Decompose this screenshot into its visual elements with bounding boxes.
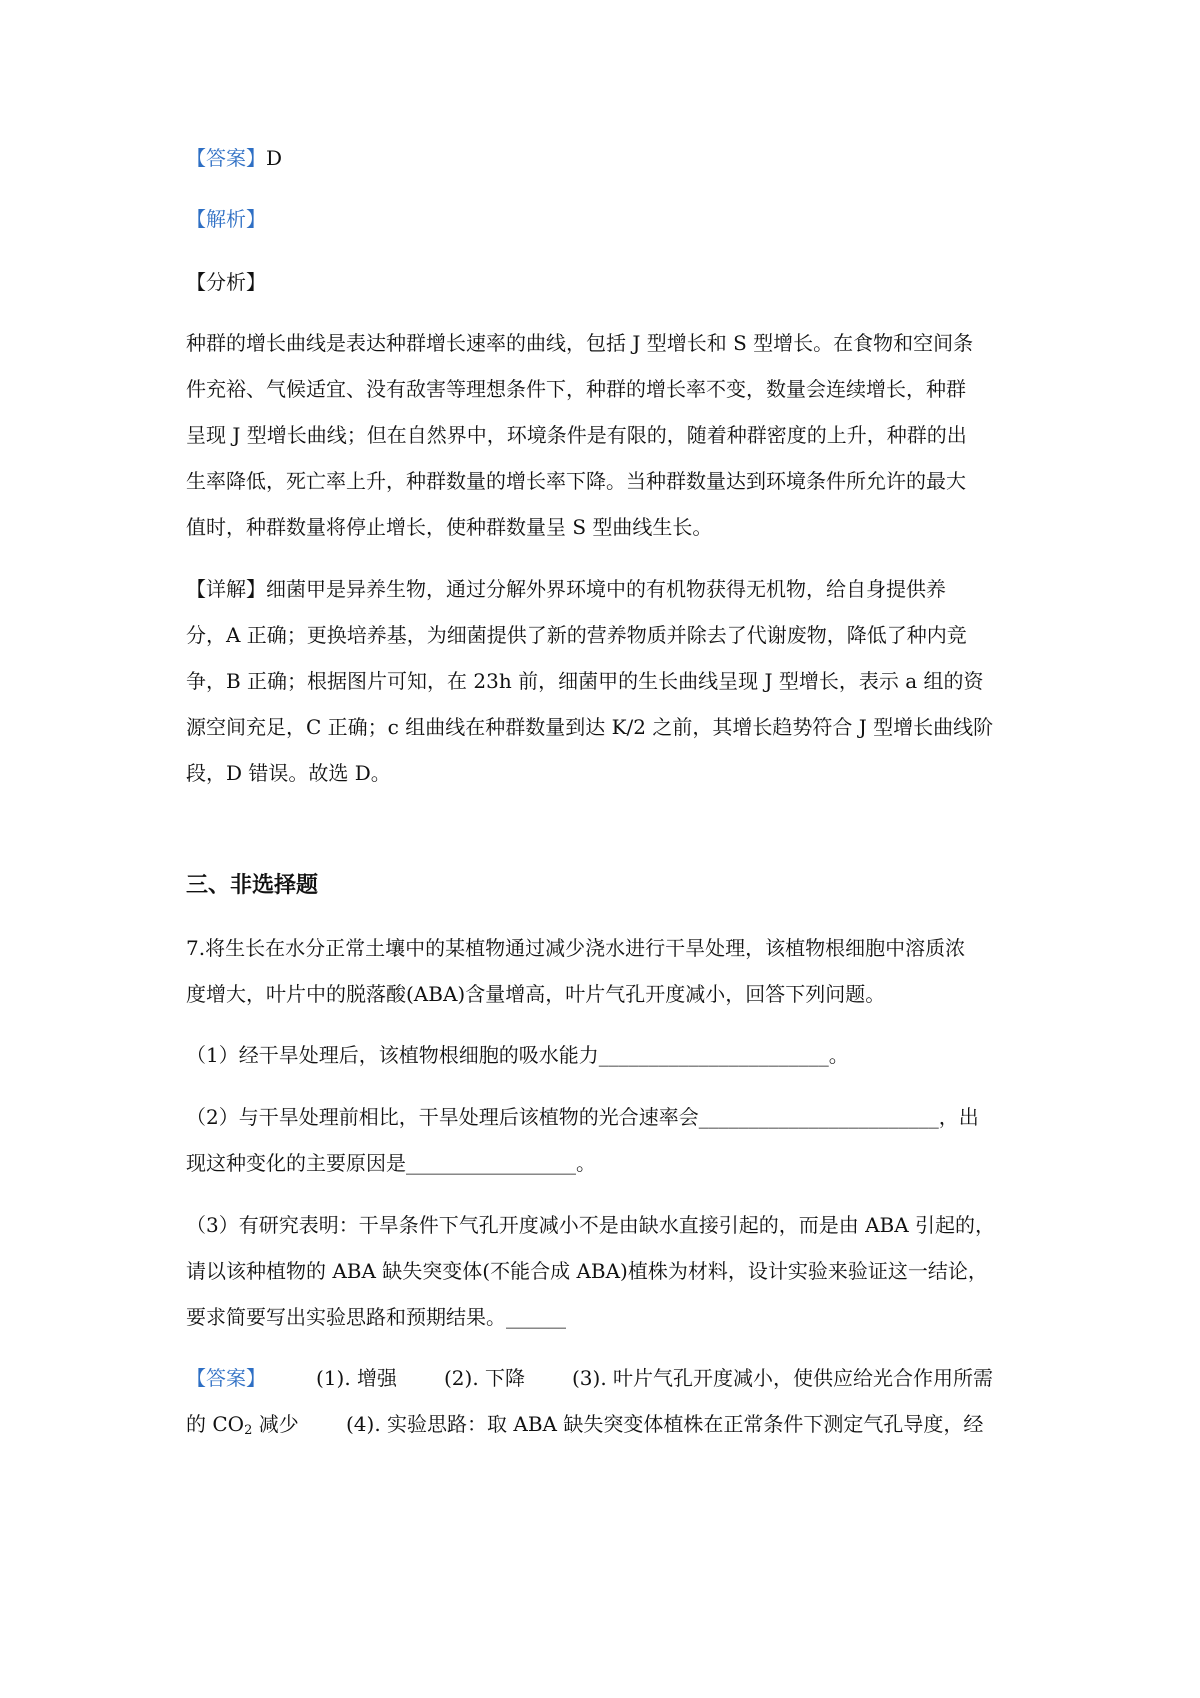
fenxi-line: 生率降低，死亡率上升，种群数量的增长率下降。当种群数量达到环境条件所允许的最大 [186, 469, 966, 493]
detail-line: 源空间充足，C 正确；c 组曲线在种群数量到达 K/2 之前，其增长趋势符合 J 型增长曲线阶 [186, 715, 994, 739]
detail-text: 细菌甲是异养生物，通过分解外界环境中的有机物获得无机物，给自身提供养 [266, 577, 946, 601]
q7-stem-line: 7.将生长在水分正常土壤中的某植物通过减少浇水进行干旱处理，该植物根细胞中溶质浓 [186, 936, 966, 960]
q7-stem-line: 度增大，叶片中的脱落酸(ABA)含量增高，叶片气孔开度减小，回答下列问题。 [186, 982, 886, 1006]
detail-line: 段，D 错误。故选 D。 [186, 761, 391, 785]
answer2-item3: (3). 叶片气孔开度减小，使供应给光合作用所需 [572, 1366, 994, 1390]
fenxi-label: 【分析】 [186, 270, 266, 294]
detail-line: 争，B 正确；根据图片可知，在 23h 前，细菌甲的生长曲线呈现 J 型增长，表示 a 组的资 [186, 669, 984, 693]
answer2-co2-subscript: 2 [244, 1423, 253, 1438]
answer2-item2: (2). 下降 [444, 1366, 526, 1390]
section-title: 三、非选择题 [186, 873, 319, 898]
answer2-item4: (4). 实验思路：取 ABA 缺失突变体植株在正常条件下测定气孔导度，经 [346, 1412, 984, 1436]
fenxi-line: 种群的增长曲线是表达种群增长速率的曲线，包括 J 型增长和 S 型增长。在食物和空间条 [186, 331, 974, 355]
detail-line: 分，A 正确；更换培养基，为细菌提供了新的营养物质并除去了代谢废物，降低了种内竞 [186, 623, 967, 647]
q7-part3-line: （3）有研究表明：干旱条件下气孔开度减小不是由缺水直接引起的，而是由 ABA 引起的， [186, 1213, 996, 1237]
q7-part1: （1）经干旱处理后，该植物根细胞的吸水能力_______________________。 [186, 1043, 849, 1067]
answer2-line2 [186, 1412, 299, 1436]
answer2-co2-suffix: 减少 [252, 1412, 299, 1436]
q7-part2-line: （2）与干旱处理前相比，干旱处理后该植物的光合速率会________________________，出 [186, 1105, 979, 1129]
answer2-label: 【答案】 [186, 1366, 266, 1390]
fenxi-line: 件充裕、气候适宜、没有敌害等理想条件下，种群的增长率不变，数量会连续增长，种群 [186, 377, 966, 401]
answer2-item1: (1). 增强 [316, 1366, 398, 1390]
answer-line [186, 146, 282, 170]
detail-line [186, 577, 946, 601]
detail-label: 【详解】 [186, 577, 266, 601]
fenxi-line: 呈现 J 型增长曲线；但在自然界中，环境条件是有限的，随着种群密度的上升，种群的出 [186, 423, 967, 447]
q7-part2-line: 现这种变化的主要原因是_________________。 [186, 1151, 596, 1175]
answer2-co2-prefix: 的 CO [186, 1412, 245, 1436]
q7-part3-line: 要求简要写出实验思路和预期结果。______ [186, 1305, 566, 1329]
q7-part3-line: 请以该种植物的 ABA 缺失突变体(不能合成 ABA)植株为材料，设计实验来验证这一结论， [186, 1259, 988, 1283]
answer-label: 【答案】 [186, 146, 266, 170]
answer-value: D [266, 146, 283, 170]
analysis-label: 【解析】 [186, 207, 266, 231]
fenxi-line: 值时，种群数量将停止增长，使种群数量呈 S 型曲线生长。 [186, 515, 713, 539]
